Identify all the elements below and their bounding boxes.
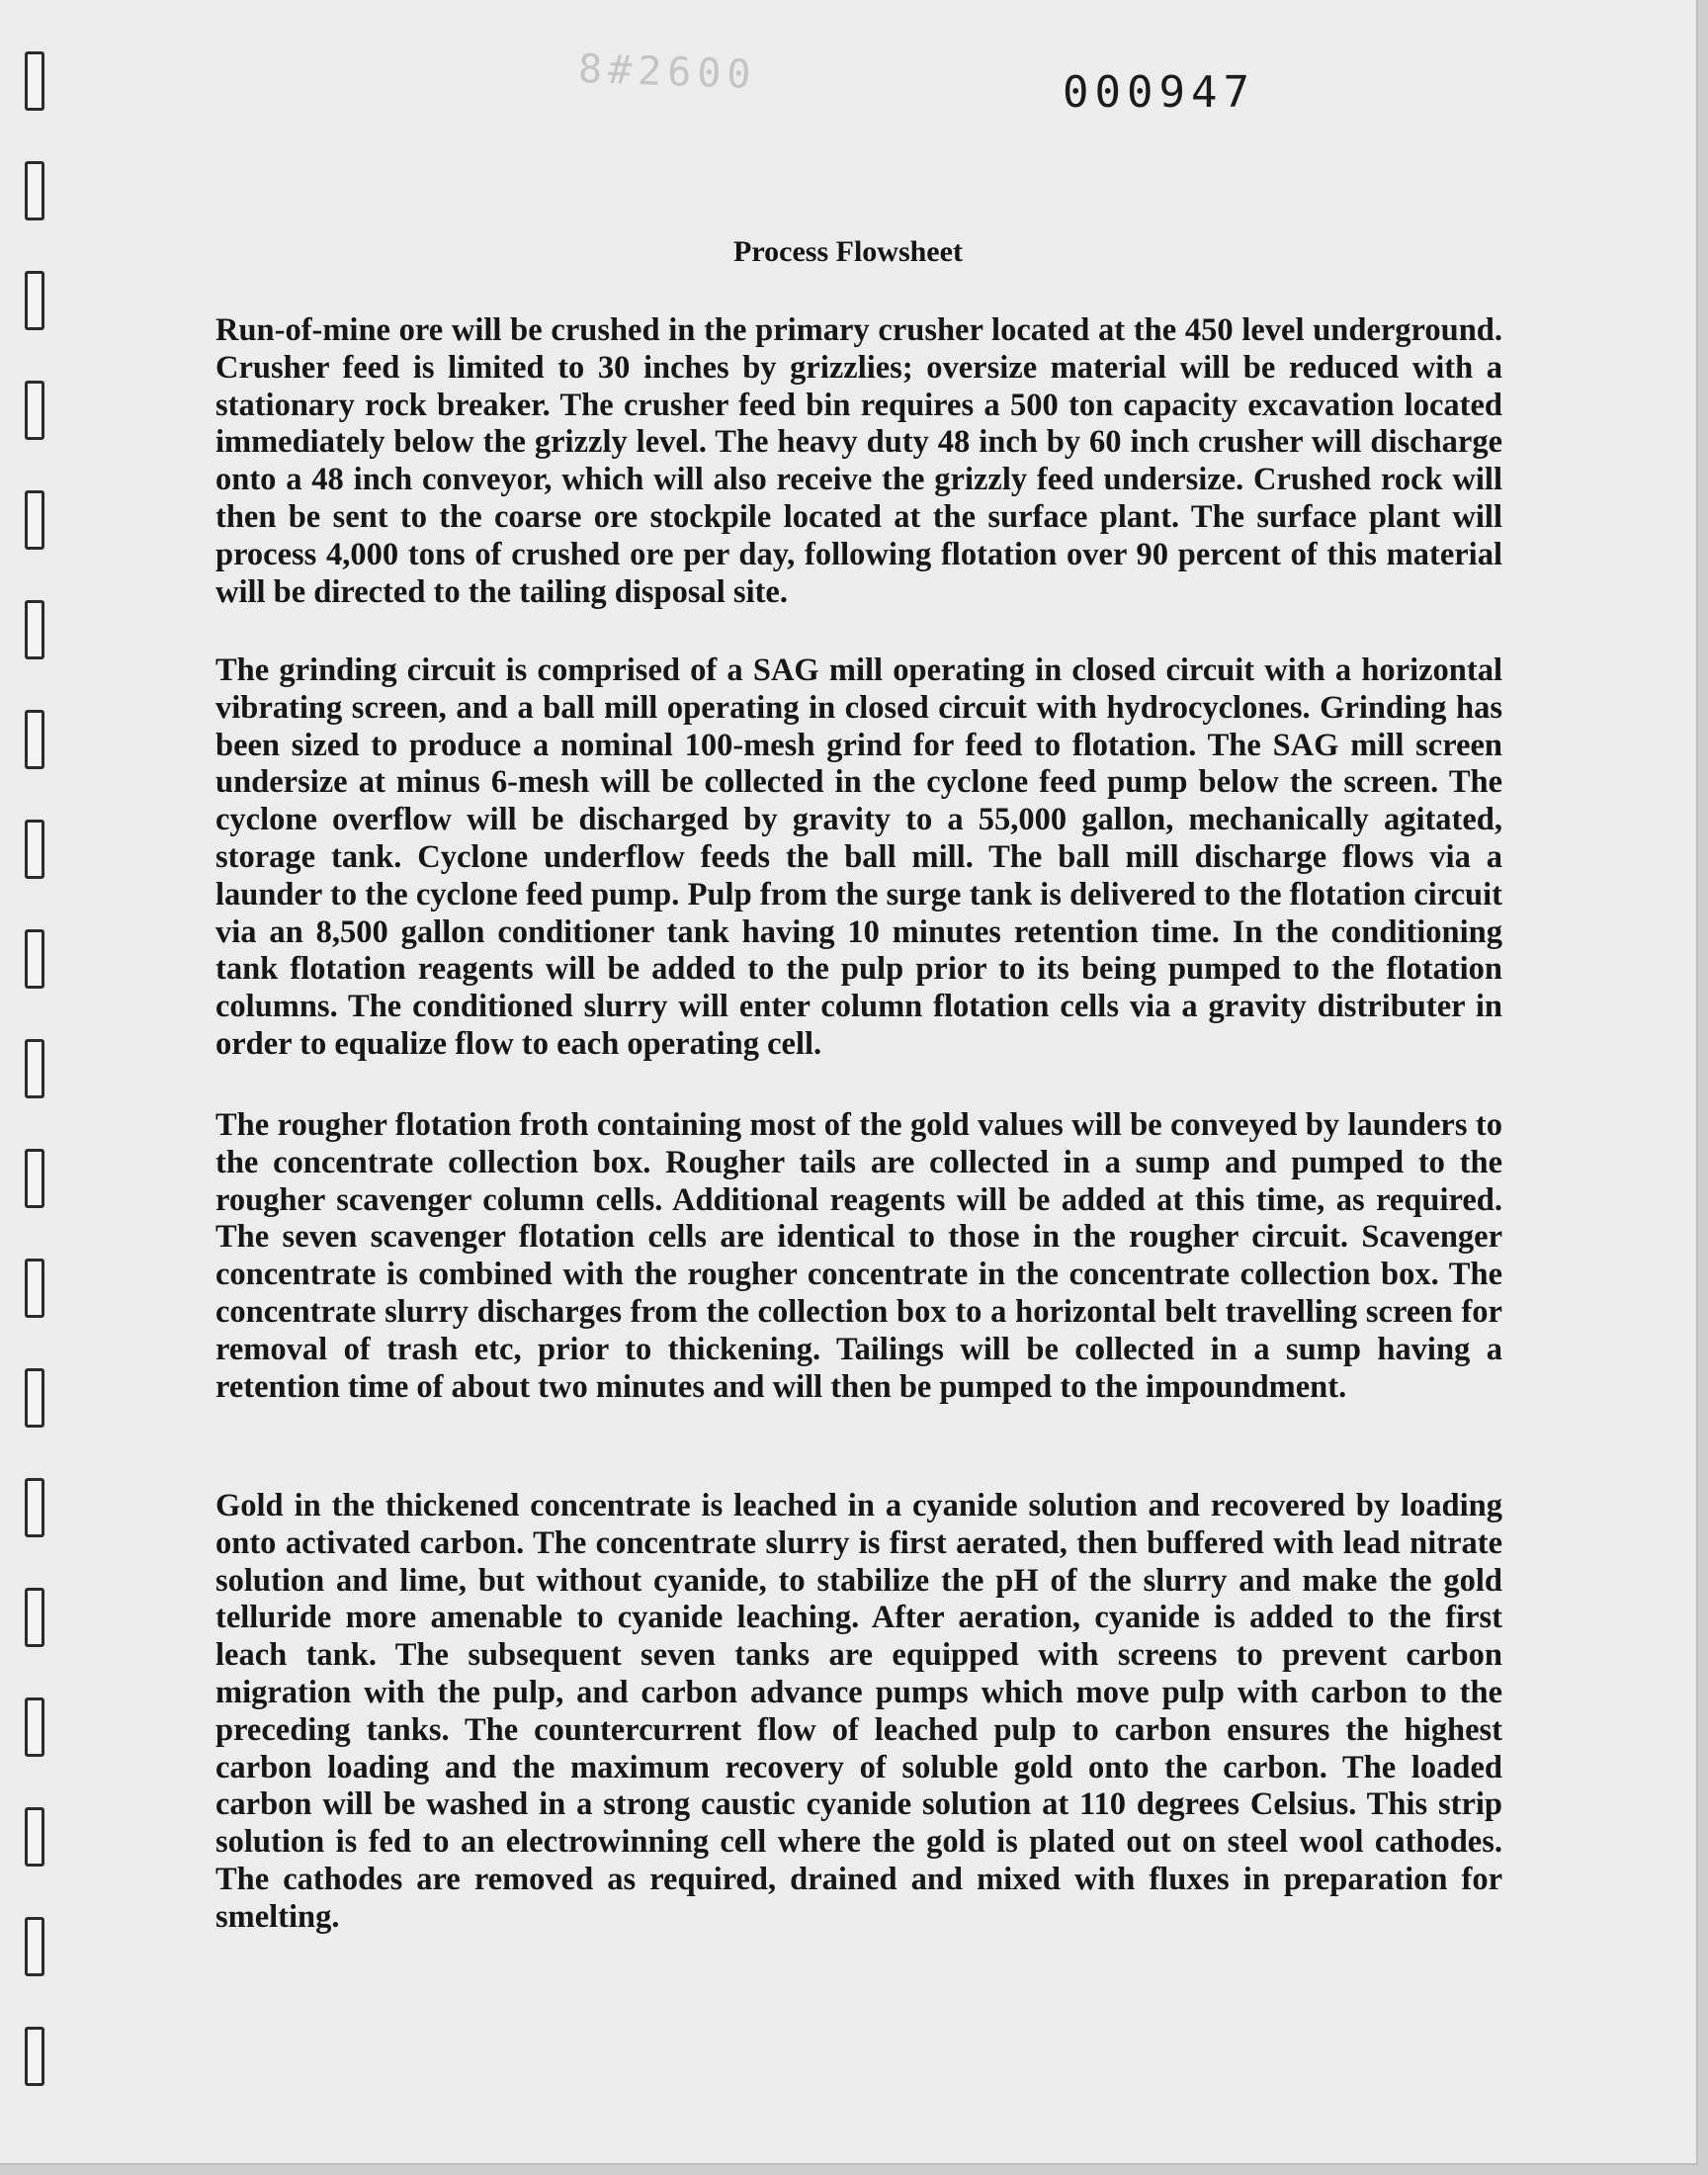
feed-hole: [25, 600, 44, 659]
feed-hole: [25, 1039, 44, 1098]
feed-hole: [25, 1807, 44, 1867]
feed-hole: [25, 1588, 44, 1647]
paragraph-leaching: Gold in the thickened concentrate is leached in a cyanide solution and recovered by loading onto activated carbon. The concentrate slurry is first aerated, then buffered with lead nitrate solution and lime, but without cyanide, to stabilize the pH of the slurry and make the gold telluride more amenable to cyanide leaching. After aeration, cyanide is added to the first leach tank. The subsequent seven tanks are equipped with screens to prevent carbon migration with the pulp, and carbon advance pumps which move pulp with carbon to the preceding tanks. The countercurrent flow of leached pulp to carbon ensures the highest carbon loading and the maximum recovery of soluble gold onto the carbon. The loaded carbon will be washed in a strong caustic cyanide solution at 110 degrees Celsius. This strip solution is fed to an electrowinning cell where the gold is plated out on steel wool cathodes. The cathodes are removed as required, drained and mixed with fluxes in preparation for smelting.: [215, 1488, 1502, 1935]
paragraph-crushing: Run-of-mine ore will be crushed in the primary crusher located at the 450 level underground. Crusher feed is limited to 30 inches by grizzlies; oversize material will be reduced with a stationary rock breaker. The crusher feed bin requires a 500 ton capacity excavation located immediately below the grizzly level. The heavy duty 48 inch by 60 inch crusher will discharge onto a 48 inch conveyor, which will also receive the grizzly feed undersize. Crushed rock will then be sent to the coarse ore stockpile located at the surface plant. The surface plant will process 4,000 tons of crushed ore per day, following flotation over 90 percent of this material will be directed to the tailing disposal site.: [215, 312, 1502, 610]
page-number: 000947: [1063, 67, 1255, 118]
feed-hole: [25, 1259, 44, 1318]
feed-hole: [25, 1697, 44, 1757]
feed-hole: [25, 1917, 44, 1976]
feed-hole: [25, 161, 44, 220]
document-title: Process Flowsheet: [733, 235, 963, 268]
feed-hole: [25, 710, 44, 769]
paragraph-flotation: The rougher flotation froth containing most of the gold values will be conveyed by launders to the concentrate collection box. Rougher tails are collected in a sump and pumped to the rougher scavenger column cells. Additional reagents will be added at this time, as required. The seven scavenger flotation cells are identical to those in the rougher circuit. Scavenger concentrate is combined with the rougher concentrate in the concentrate collection box. The concentrate slurry discharges from the collection box to a horizontal belt travelling screen for removal of trash etc, prior to thickening. Tailings will be collected in a sump having a retention time of about two minutes and will then be pumped to the impoundment.: [215, 1107, 1502, 1405]
paragraph-grinding: The grinding circuit is comprised of a SAG mill operating in closed circuit with a horizontal vibrating screen, and a ball mill operating in closed circuit with hydrocyclones. Grinding has been sized to produce a nominal 100-mesh grind for feed to flotation. The SAG mill screen undersize at minus 6-mesh will be collected in the cyclone feed pump below the screen. The cyclone overflow will be discharged by gravity to a 55,000 gallon, mechanically agitated, storage tank. Cyclone underflow feeds the ball mill. The ball mill discharge flows via a launder to the cyclone feed pump. Pulp from the surge tank is delivered to the flotation circuit via an 8,500 gallon conditioner tank having 10 minutes retention time. In the conditioning tank flotation reagents will be added to the pulp prior to its being pumped to the flotation columns. The conditioned slurry will enter column flotation cells via a gravity distributer in order to equalize flow to each operating cell.: [215, 652, 1502, 1062]
feed-hole: [25, 820, 44, 879]
feed-hole: [25, 1368, 44, 1428]
feed-hole: [25, 490, 44, 550]
faint-stamp: 8#2600: [577, 45, 758, 99]
feed-hole: [25, 929, 44, 989]
feed-hole: [25, 2027, 44, 2086]
feed-hole: [25, 1149, 44, 1208]
feed-hole: [25, 51, 44, 111]
feed-hole: [25, 271, 44, 330]
feed-hole: [25, 1478, 44, 1537]
feed-hole: [25, 381, 44, 440]
